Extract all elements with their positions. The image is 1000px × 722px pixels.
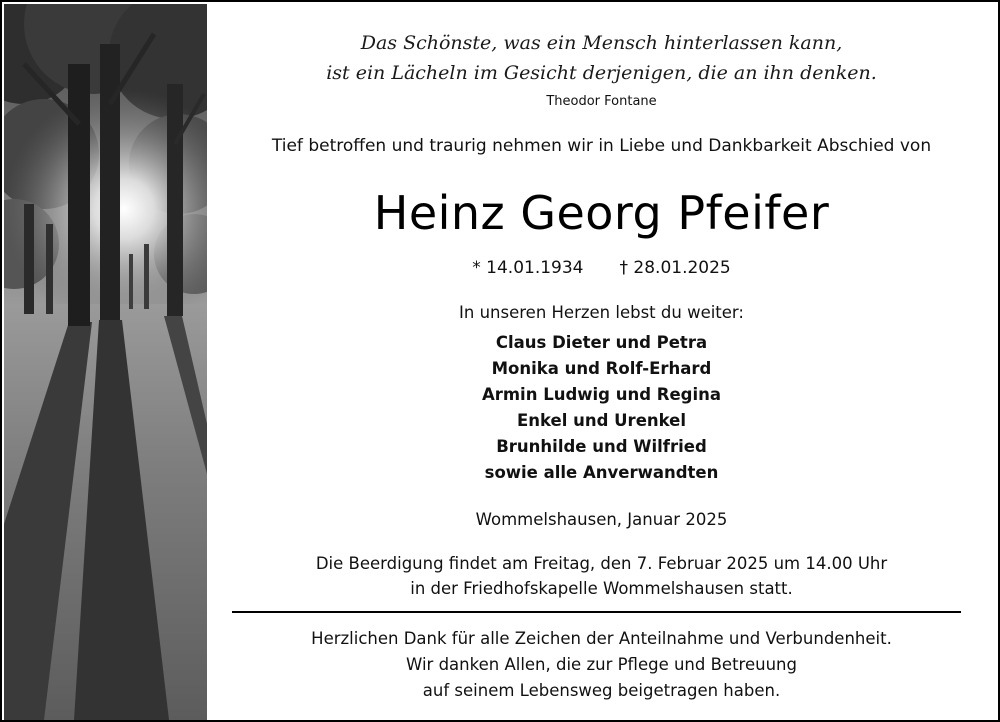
deceased-name: Heinz Georg Pfeifer: [373, 186, 830, 240]
thanks-line-2: Wir danken Allen, die zur Pflege und Betreuung: [406, 655, 797, 674]
notice-text: [207, 4, 996, 718]
mourner-name: Armin Ludwig und Regina: [481, 385, 722, 404]
mourner-name: Claus Dieter und Petra: [495, 333, 708, 352]
quote-line-1: Das Schönste, was ein Mensch hinterlassen kann,: [360, 32, 843, 54]
mourner-name: Brunhilde und Wilfried: [496, 437, 707, 456]
quote-author: Theodor Fontane: [546, 94, 657, 109]
mourner-name: sowie alle Anverwandten: [484, 463, 719, 482]
birth-date: * 14.01.1934: [472, 258, 584, 278]
mourners-lead: In unseren Herzen lebst du weiter:: [459, 303, 744, 322]
thanks-line-3: auf seinem Lebensweg beigetragen haben.: [422, 681, 781, 700]
death-date: † 28.01.2025: [619, 258, 731, 278]
life-dates: [207, 258, 996, 278]
mourner-name: Enkel und Urenkel: [516, 411, 687, 430]
place-date: Wommelshausen, Januar 2025: [475, 510, 728, 529]
trees-photo: [4, 4, 207, 720]
intro-text: Tief betroffen und traurig nehmen wir in Liebe und Dankbarkeit Abschied von: [271, 136, 932, 156]
quote-line-2: ist ein Lächeln im Gesicht derjenigen, die an ihn denken.: [326, 62, 877, 84]
thanks-line-1: Herzlichen Dank für alle Zeichen der Anteilnahme und Verbundenheit.: [311, 629, 892, 648]
divider: [232, 611, 961, 613]
funeral-line-2: in der Friedhofskapelle Wommelshausen statt.: [410, 579, 793, 598]
funeral-line-1: Die Beerdigung findet am Freitag, den 7. Februar 2025 um 14.00 Uhr: [315, 554, 888, 573]
mourner-name: Monika und Rolf-Erhard: [491, 359, 712, 378]
